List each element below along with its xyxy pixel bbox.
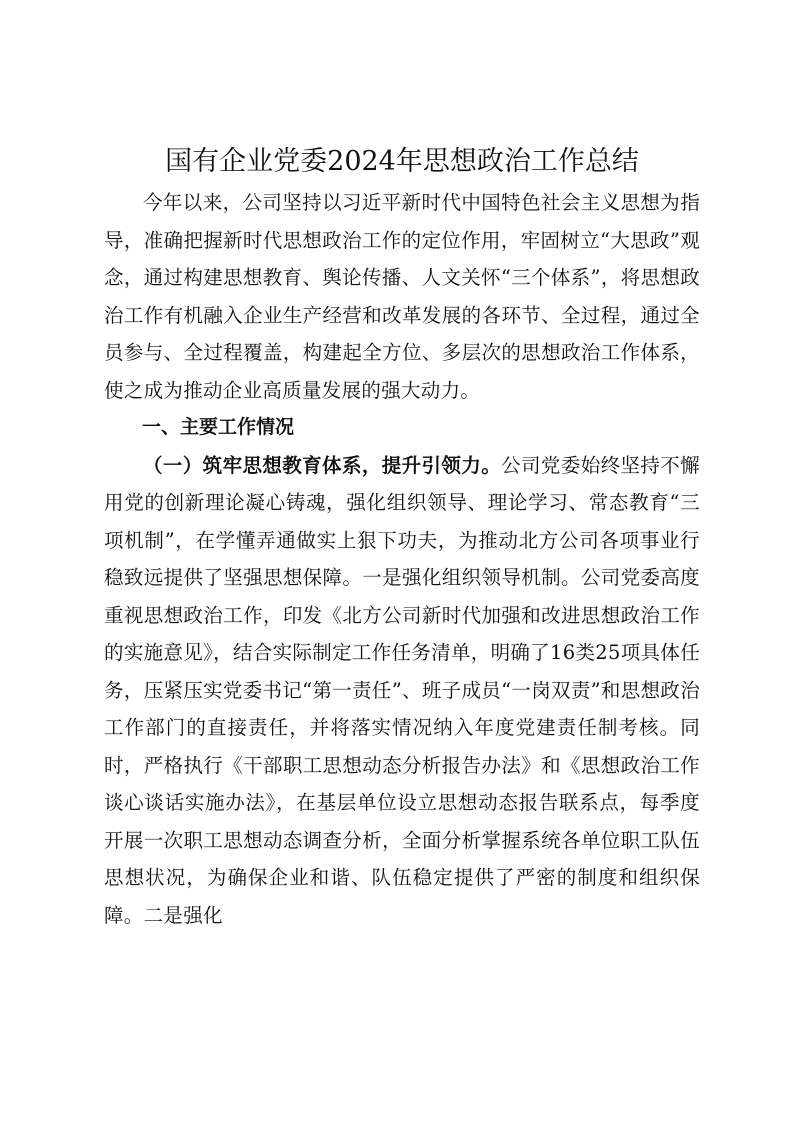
- document-page: [104, 140, 700, 934]
- intro-paragraph: 今年以来，公司坚持以习近平新时代中国特色社会主义思想为指导，准确把握新时代思想政治工作的定位作用，牢固树立“大思政”观念，通过构建思想教育、舆论传播、人文关怀“三个体系”，将思想政治工作有机融入企业生产经营和改革发展的各环节、全过程，通过全员参与、全过程覆盖，构建起全方位、多层次的思想政治工作体系，使之成为推动企业高质量发展的强大动力。: [104, 191, 700, 402]
- subsection-heading: （一）筑牢思想教育体系，提升引领力。: [143, 453, 502, 477]
- document-title: 国有企业党委2024年思想政治工作总结: [165, 146, 639, 177]
- section-heading-main-work: 一、主要工作情况: [142, 416, 295, 438]
- subsection-body: 公司党委始终坚持不懈用党的创新理论凝心铸魂，强化组织领导、理论学习、常态教育“三项机制”，在学懂弄通做实上狠下功夫，为推动北方公司各项事业行稳致远提供了坚强思想保障。一是强化组织领导机制。公司党委高度重视思想政治工作，印发《北方公司新时代加强和改进思想政治工作的实施意见》，结合实际制定工作任务清单，明确了16类25项具体任务，压紧压实党委书记“第一责任”、班子成员“一岗双责”和思想政治工作部门的直接责任，并将落实情况纳入年度党建责任制考核。同时，严格执行《干部职工思想动态分析报告办法》和《思想政治工作谈心谈话实施办法》，在基层单位设立思想动态报告联系点，每季度开展一次职工思想动态调查分析，全面分析掌握系统各单位职工队伍思想状况，为确保企业和谐、队伍稳定提供了严密的制度和组织保障。二是强化: [104, 453, 700, 927]
- subsection-paragraph-ideological-education: [104, 447, 700, 935]
